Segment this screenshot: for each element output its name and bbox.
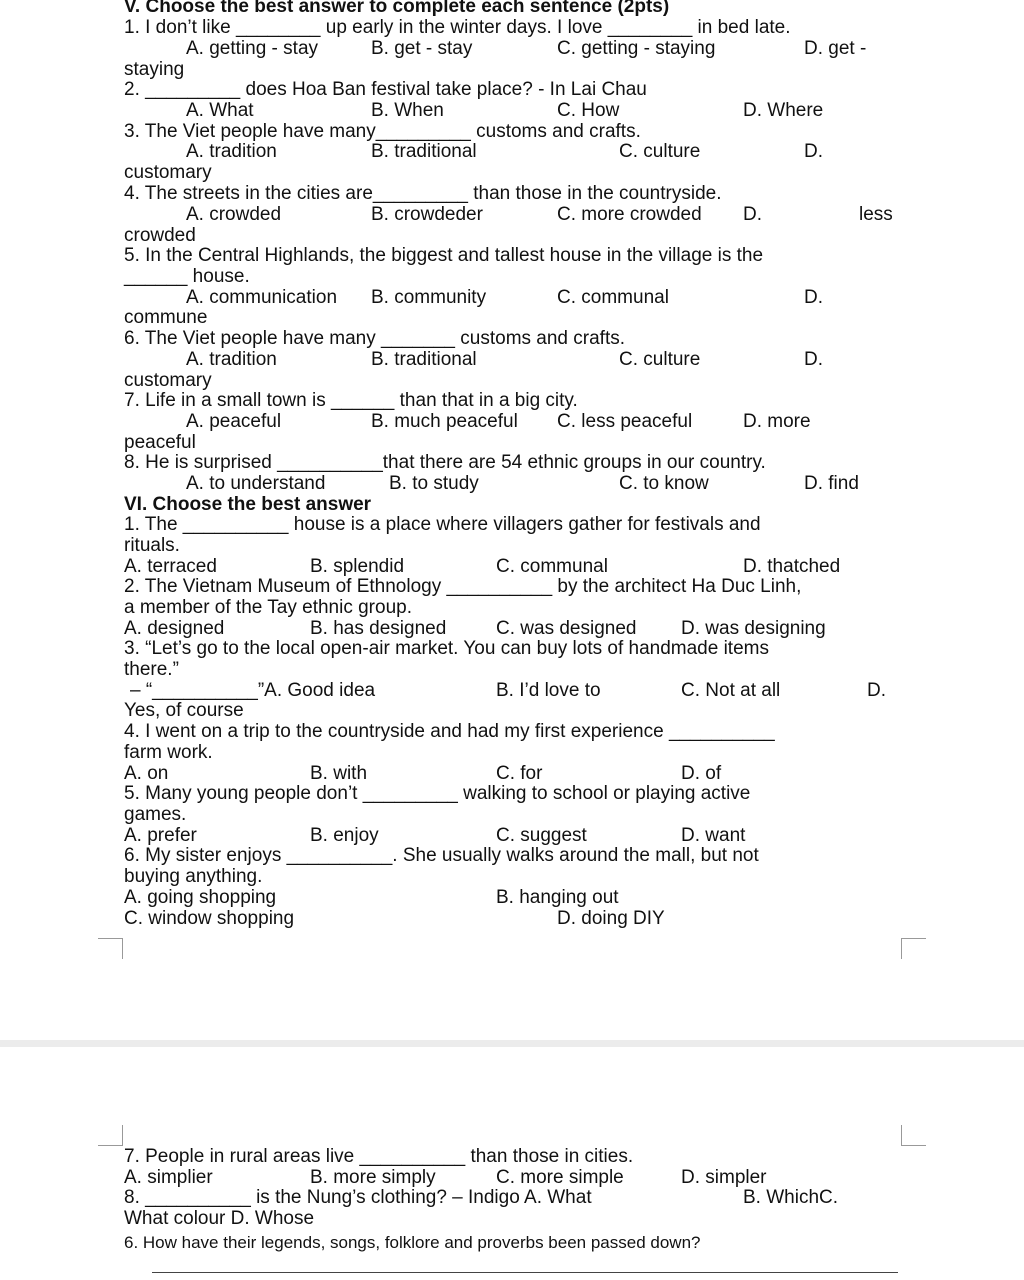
option-b: B. community	[371, 287, 487, 308]
option-a: A. going shopping	[124, 887, 277, 908]
option-d: D.	[804, 349, 823, 370]
option-c: C. culture	[619, 141, 701, 162]
question-stem-continuation: farm work.	[124, 742, 213, 763]
option-c: C. suggest	[496, 825, 587, 846]
option-c: C. for	[496, 763, 543, 784]
question-stem-continuation: What colour D. Whose	[124, 1208, 315, 1229]
page-corner-mark	[98, 1125, 123, 1146]
option-d: D. of	[681, 763, 722, 784]
option-d: D.	[804, 141, 823, 162]
option-d: D.	[867, 680, 886, 701]
option-b: B. more simply	[310, 1167, 436, 1188]
option-a: – “__________”A. Good idea	[130, 680, 376, 701]
option-d: D. simpler	[681, 1167, 767, 1188]
option-d-word: less	[859, 204, 893, 225]
question-stem: 8. __________ is the Nung’s clothing? – Indigo A. What	[124, 1187, 592, 1208]
option-d: D. want	[681, 825, 746, 846]
question-stem-continuation: a member of the Tay ethnic group.	[124, 597, 412, 618]
section-v-title: V. Choose the best answer to complete each sentence (2pts)	[124, 0, 670, 17]
option-d: D. Where	[743, 100, 824, 121]
option-b: B. I’d love to	[496, 680, 601, 701]
option-d: D. doing DIY	[557, 908, 665, 929]
option-c: C. How	[557, 100, 620, 121]
option-d: D.	[804, 287, 823, 308]
option-d: D. more	[743, 411, 811, 432]
page-corner-mark	[901, 938, 926, 959]
option-a: A. crowded	[186, 204, 282, 225]
question-stem-continuation: rituals.	[124, 535, 180, 556]
option-b: B. has designed	[310, 618, 447, 639]
question-stem-continuation: games.	[124, 804, 187, 825]
option-c: C. less peaceful	[557, 411, 693, 432]
option-d-continuation: customary	[124, 162, 212, 183]
question-stem: 4. I went on a trip to the countryside and had my first experience __________	[124, 721, 775, 742]
option-b: B. When	[371, 100, 444, 121]
extra-question: 6. How have their legends, songs, folklore and proverbs been passed down?	[124, 1233, 701, 1252]
option-b: B. traditional	[371, 349, 477, 370]
question-stem: 8. He is surprised __________that there are 54 ethnic groups in our country.	[124, 452, 766, 473]
question-stem: 2. The Vietnam Museum of Ethnology __________ by the architect Ha Duc Linh,	[124, 576, 802, 597]
option-c: C. culture	[619, 349, 701, 370]
option-c: C. window shopping	[124, 908, 295, 929]
question-stem: 2. _________ does Hoa Ban festival take place? - In Lai Chau	[124, 79, 647, 100]
option-d-continuation: commune	[124, 307, 208, 328]
option-c: C. more simple	[496, 1167, 624, 1188]
option-c: C. communal	[496, 556, 608, 577]
option-b: B. to study	[389, 473, 479, 494]
option-a: A. tradition	[186, 349, 277, 370]
question-stem: 3. The Viet people have many_________ customs and crafts.	[124, 121, 641, 142]
option-d-continuation: customary	[124, 370, 212, 391]
question-stem: 7. Life in a small town is ______ than that in a big city.	[124, 390, 578, 411]
option-b: B. with	[310, 763, 368, 784]
option-a: A. to understand	[186, 473, 326, 494]
page-corner-mark	[98, 938, 123, 959]
option-d: D. find	[804, 473, 859, 494]
option-b: B. much peaceful	[371, 411, 518, 432]
option-c: C. more crowded	[557, 204, 702, 225]
section-vi-title: VI. Choose the best answer	[124, 494, 372, 515]
option-a: A. tradition	[186, 141, 277, 162]
option-a: A. communication	[186, 287, 338, 308]
option-c: C. getting - staying	[557, 38, 716, 59]
option-a: A. What	[186, 100, 254, 121]
option-b: B. WhichC.	[743, 1187, 839, 1208]
option-d: D. thatched	[743, 556, 841, 577]
option-b: B. splendid	[310, 556, 405, 577]
page-corner-mark	[901, 1125, 926, 1146]
option-d: D. get -	[804, 38, 867, 59]
option-a: A. peaceful	[186, 411, 282, 432]
question-stem-continuation: there.”	[124, 659, 179, 680]
option-d-continuation: Yes, of course	[124, 700, 244, 721]
option-a: A. getting - stay	[186, 38, 319, 59]
question-stem-continuation: buying anything.	[124, 866, 263, 887]
option-a: A. simplier	[124, 1167, 213, 1188]
question-stem: 4. The streets in the cities are_________ than those in the countryside.	[124, 183, 722, 204]
question-stem: 7. People in rural areas live __________ than those in cities.	[124, 1146, 634, 1167]
answer-line	[152, 1272, 898, 1273]
question-stem: 1. The __________ house is a place where villagers gather for festivals and	[124, 514, 761, 535]
option-b: B. get - stay	[371, 38, 473, 59]
option-d: D.	[743, 204, 762, 225]
option-d-continuation: crowded	[124, 225, 196, 246]
option-b: B. enjoy	[310, 825, 379, 846]
question-stem: 1. I don’t like ________ up early in the winter days. I love ________ in bed late.	[124, 17, 791, 38]
option-d-continuation: staying	[124, 59, 185, 80]
page-gap	[0, 1040, 1024, 1047]
question-stem: 3. “Let’s go to the local open-air market. You can buy lots of handmade items	[124, 638, 769, 659]
question-stem: 6. The Viet people have many _______ customs and crafts.	[124, 328, 626, 349]
option-a: A. prefer	[124, 825, 197, 846]
option-a: A. terraced	[124, 556, 217, 577]
question-stem: 5. In the Central Highlands, the biggest and tallest house in the village is the	[124, 245, 764, 266]
option-c: C. was designed	[496, 618, 637, 639]
option-d: D. was designing	[681, 618, 826, 639]
question-stem: 6. My sister enjoys __________. She usually walks around the mall, but not	[124, 845, 759, 866]
option-b: B. crowdeder	[371, 204, 483, 225]
option-b: B. traditional	[371, 141, 477, 162]
option-a: A. designed	[124, 618, 225, 639]
option-b: B. hanging out	[496, 887, 619, 908]
question-stem: 5. Many young people don’t _________ walking to school or playing active	[124, 783, 751, 804]
option-c: C. Not at all	[681, 680, 781, 701]
question-stem-continuation: ______ house.	[124, 266, 250, 287]
option-c: C. communal	[557, 287, 669, 308]
option-c: C. to know	[619, 473, 709, 494]
option-a: A. on	[124, 763, 169, 784]
option-d-continuation: peaceful	[124, 432, 196, 453]
